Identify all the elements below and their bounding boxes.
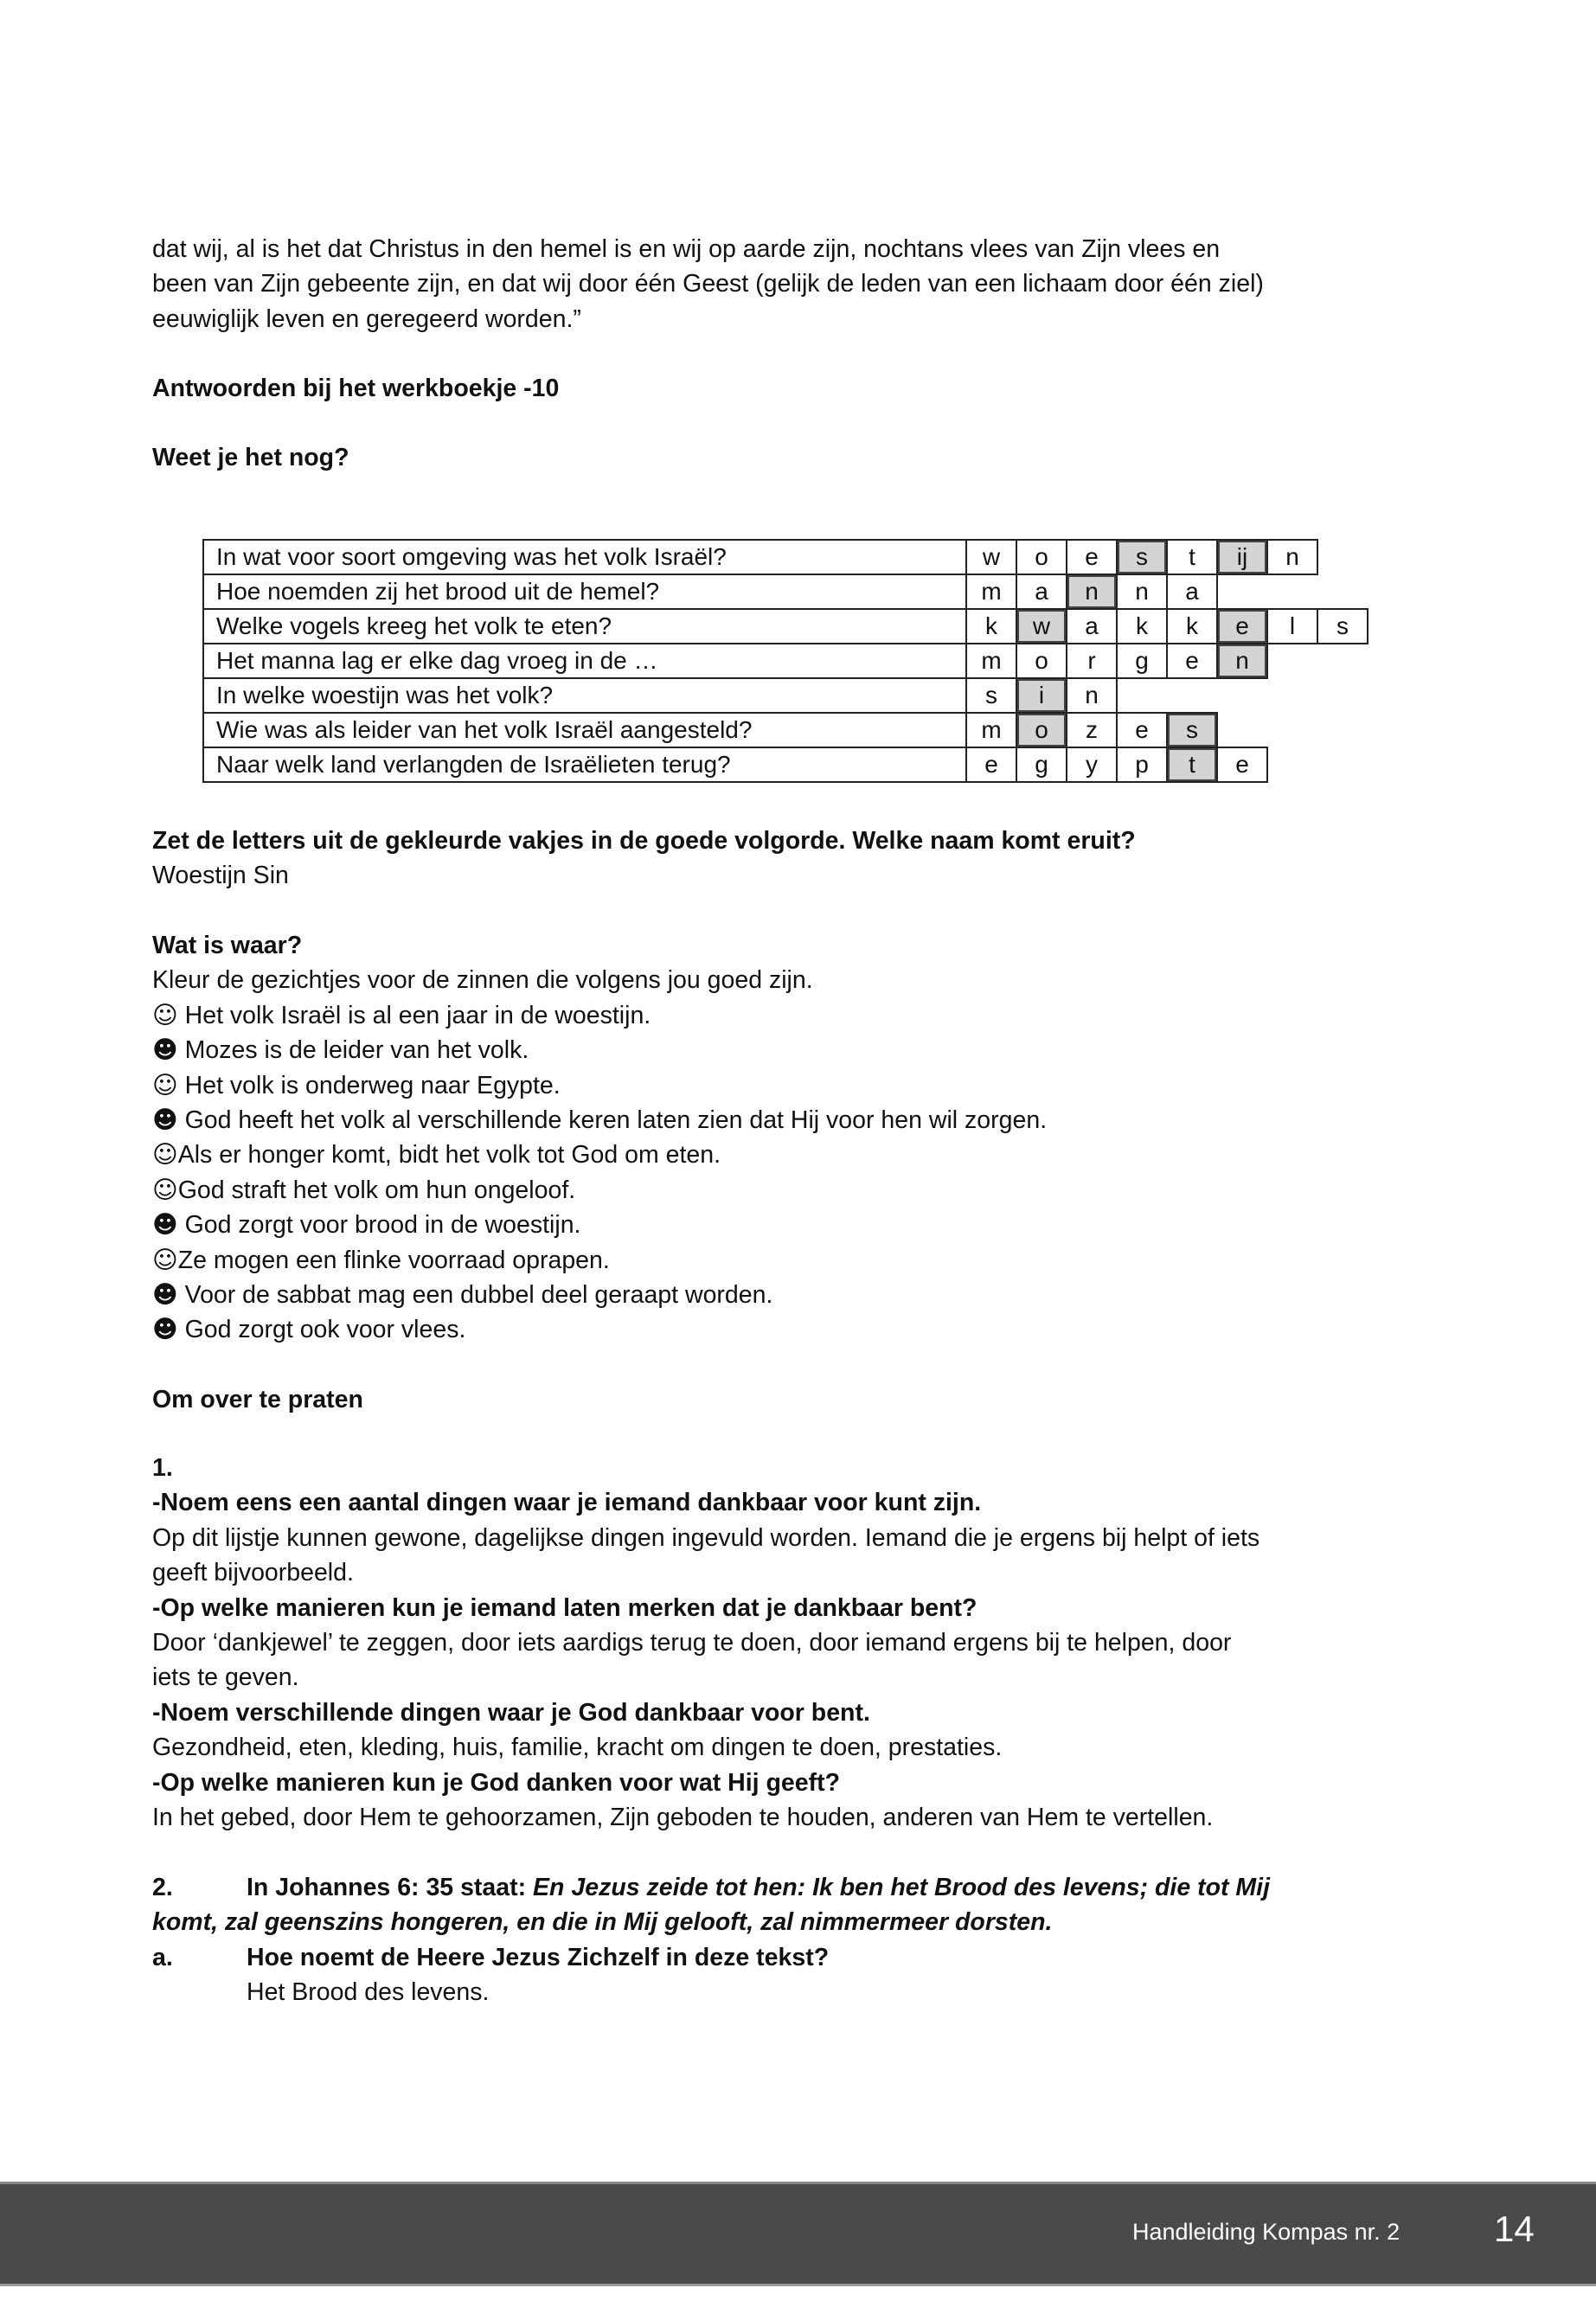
answers-heading: Antwoorden bij het werkboekje -10 xyxy=(152,375,560,402)
puzzle-cell-highlighted: t xyxy=(1167,747,1217,782)
puzzle-question: Zet de letters uit de gekleurde vakjes in de goede volgorde. Welke naam komt eruit? xyxy=(152,827,1136,855)
puzzle-cell: e xyxy=(1067,540,1117,574)
puzzle-empty xyxy=(1167,678,1217,713)
puzzle-cell: t xyxy=(1167,540,1217,574)
puzzle-cell: g xyxy=(1016,747,1067,782)
puzzle-cell: w xyxy=(966,540,1016,574)
statement-item xyxy=(152,1138,1047,1172)
puzzle-clue: Het manna lag er elke dag vroeg in de … xyxy=(203,644,966,678)
sub-answer: Het Brood des levens. xyxy=(247,1978,490,2007)
puzzle-empty xyxy=(1217,678,1267,713)
question-1-lines xyxy=(152,1485,1259,1835)
puzzle-cell: r xyxy=(1067,644,1117,678)
discussion-answer: Gezondheid, eten, kleding, huis, familie, kracht om dingen te doen, prestaties. xyxy=(152,1734,1003,1762)
statement-text: God straft het volk om hun ongeloof. xyxy=(177,1176,576,1204)
puzzle-cell-highlighted: ij xyxy=(1217,540,1267,574)
puzzle-row xyxy=(203,747,1368,782)
puzzle-row xyxy=(203,574,1368,609)
puzzle-empty xyxy=(1267,644,1317,678)
puzzle-answer: Woestijn Sin xyxy=(152,862,289,890)
statement-text: God zorgt ook voor vlees. xyxy=(177,1316,466,1344)
bible-quote: En Jezus zeide tot hen: Ik ben het Brood des levens; die tot Mij xyxy=(533,1874,1270,1901)
puzzle-cell: p xyxy=(1117,747,1167,782)
puzzle-empty xyxy=(1267,574,1317,609)
puzzle-cell-highlighted: s xyxy=(1167,713,1217,747)
statement-text: God heeft het volk al verschillende keren laten zien dat Hij voor hen wil zorgen. xyxy=(177,1106,1048,1134)
puzzle-cell-highlighted: i xyxy=(1016,678,1067,713)
statement-item xyxy=(152,1278,1047,1312)
bible-quote-cont: komt, zal geenszins hongeren, en die in Mij gelooft, zal nimmermeer dorsten. xyxy=(152,1908,1053,1937)
smiley-outline-icon[interactable]: ☺ xyxy=(152,1175,178,1204)
puzzle-question-block xyxy=(152,824,1136,894)
puzzle-row xyxy=(203,540,1368,574)
statement-text: Het volk Israël is al een jaar in de woestijn. xyxy=(177,1001,651,1029)
discussion-question: -Op welke manieren kun je iemand laten merken dat je dankbaar bent? xyxy=(152,1593,977,1622)
puzzle-empty xyxy=(1317,747,1368,782)
puzzle-empty xyxy=(1317,713,1368,747)
true-instruction: Kleur de gezichtjes voor de zinnen die volgens jou goed zijn. xyxy=(152,966,813,995)
statement-item xyxy=(152,1208,1047,1242)
puzzle-cell: g xyxy=(1117,644,1167,678)
smiley-filled-icon[interactable]: ☻ xyxy=(152,1279,178,1309)
puzzle-cell: k xyxy=(1117,609,1167,644)
smiley-filled-icon[interactable]: ☻ xyxy=(152,1035,178,1065)
puzzle-cell-highlighted: s xyxy=(1117,540,1167,574)
statement-text: God zorgt voor brood in de woestijn. xyxy=(177,1211,581,1240)
question-number: 1. xyxy=(152,1454,173,1482)
intro-line: been van Zijn gebeente zijn, en dat wij door één Geest (gelijk de leden van een lichaam door één ziel) xyxy=(152,270,1264,298)
sub-label: a. xyxy=(152,1943,173,1971)
discussion-answer: Door ‘dankjewel’ te zeggen, door iets aardigs terug te doen, door iemand ergens bij te helpen, door xyxy=(152,1628,1232,1657)
discussion-answer: geeft bijvoorbeeld. xyxy=(152,1559,354,1587)
puzzle-clue: Naar welk land verlangden de Israëlieten terug? xyxy=(203,747,966,782)
sub-question: Hoe noemt de Heere Jezus Zichzelf in deze tekst? xyxy=(247,1943,830,1971)
discussion-question: -Op welke manieren kun je God danken voor wat Hij geeft? xyxy=(152,1768,840,1797)
puzzle-empty xyxy=(1217,574,1267,609)
puzzle-empty xyxy=(1317,574,1368,609)
puzzle-cell-highlighted: o xyxy=(1016,713,1067,747)
footer-title: Handleiding Kompas nr. 2 xyxy=(1132,2219,1401,2245)
smiley-filled-icon[interactable]: ☻ xyxy=(152,1315,178,1344)
statement-item xyxy=(152,1033,1047,1067)
puzzle-cell: m xyxy=(966,574,1016,609)
puzzle-cell: y xyxy=(1067,747,1117,782)
intro-line: eeuwiglijk leven en geregeerd worden.” xyxy=(152,304,581,333)
statement-item xyxy=(152,1103,1047,1138)
puzzle-empty xyxy=(1267,678,1317,713)
statement-item xyxy=(152,1068,1047,1103)
puzzle-cell: m xyxy=(966,713,1016,747)
puzzle-cell: m xyxy=(966,644,1016,678)
statement-item xyxy=(152,1243,1047,1278)
puzzle-row xyxy=(203,644,1368,678)
puzzle-cell-highlighted: w xyxy=(1016,609,1067,644)
puzzle-row xyxy=(203,609,1368,644)
question-number: 2. xyxy=(152,1874,173,1901)
puzzle-row xyxy=(203,713,1368,747)
puzzle-empty xyxy=(1217,713,1267,747)
puzzle-clue: Wie was als leider van het volk Israël aangesteld? xyxy=(203,713,966,747)
puzzle-cell-highlighted: e xyxy=(1217,609,1267,644)
puzzle-cell: a xyxy=(1167,574,1217,609)
puzzle-cell: a xyxy=(1016,574,1067,609)
puzzle-empty xyxy=(1267,747,1317,782)
question-2 xyxy=(152,1870,1270,2010)
puzzle-cell: l xyxy=(1267,609,1317,644)
puzzle-cell: o xyxy=(1016,540,1067,574)
word-puzzle-table xyxy=(202,539,1368,783)
statement-text: Het volk is onderweg naar Egypte. xyxy=(177,1071,561,1099)
true-false-section xyxy=(152,928,1047,1348)
discussion-question: -Noem verschillende dingen waar je God dankbaar voor bent. xyxy=(152,1698,870,1727)
puzzle-cell: a xyxy=(1067,609,1117,644)
puzzle-cell: e xyxy=(1217,747,1267,782)
puzzle-cell: s xyxy=(1317,609,1368,644)
puzzle-cell: k xyxy=(1167,609,1217,644)
statement-item xyxy=(152,998,1047,1033)
puzzle-cell-highlighted: n xyxy=(1067,574,1117,609)
puzzle-cell: n xyxy=(1117,574,1167,609)
puzzle-empty xyxy=(1317,678,1368,713)
intro-paragraph xyxy=(152,232,1264,336)
footer-band xyxy=(0,2182,1596,2286)
puzzle-cell: z xyxy=(1067,713,1117,747)
smiley-outline-icon[interactable]: ☺ xyxy=(152,1140,178,1170)
puzzle-clue: In wat voor soort omgeving was het volk Israël? xyxy=(203,540,966,574)
smiley-outline-icon[interactable]: ☺ xyxy=(152,1070,178,1099)
page-number: 14 xyxy=(1494,2208,1535,2249)
statement-text: Mozes is de leider van het volk. xyxy=(177,1036,529,1065)
intro-line: dat wij, al is het dat Christus in den hemel is en wij op aarde zijn, nochtans vlees van Zijn vlees en xyxy=(152,235,1221,263)
smiley-filled-icon[interactable]: ☻ xyxy=(152,1105,178,1134)
puzzle-cell: k xyxy=(966,609,1016,644)
statement-item xyxy=(152,1312,1047,1347)
puzzle-row xyxy=(203,678,1368,713)
puzzle-cell: e xyxy=(1167,644,1217,678)
puzzle-clue: Welke vogels kreeg het volk te eten? xyxy=(203,609,966,644)
puzzle-cell-highlighted: n xyxy=(1217,644,1267,678)
statement-item xyxy=(152,1173,1047,1208)
puzzle-empty xyxy=(1267,713,1317,747)
puzzle-empty xyxy=(1117,678,1167,713)
smiley-outline-icon[interactable]: ☺ xyxy=(152,1000,178,1029)
puzzle-empty xyxy=(1317,644,1368,678)
smiley-filled-icon[interactable]: ☻ xyxy=(152,1210,178,1240)
statement-text: Ze mogen een flinke voorraad oprapen. xyxy=(177,1246,610,1274)
statement-list xyxy=(152,998,1047,1348)
discussion-answer: Op dit lijstje kunnen gewone, dagelijkse dingen ingevuld worden. Iemand die je ergens bij helpt of iets xyxy=(152,1523,1260,1552)
discussion-question: -Noem eens een aantal dingen waar je iemand dankbaar voor kunt zijn. xyxy=(152,1489,982,1517)
puzzle-cell: n xyxy=(1267,540,1317,574)
puzzle-cell: n xyxy=(1067,678,1117,713)
puzzle-clue: Hoe noemden zij het brood uit de hemel? xyxy=(203,574,966,609)
puzzle-cell: e xyxy=(966,747,1016,782)
puzzle-clue: In welke woestijn was het volk? xyxy=(203,678,966,713)
true-heading: Wat is waar? xyxy=(152,932,303,959)
puzzle-empty xyxy=(1317,540,1368,574)
question-2-intro: In Johannes 6: 35 staat: xyxy=(247,1874,534,1901)
puzzle-cell: s xyxy=(966,678,1016,713)
discussion-answer: iets te geven. xyxy=(152,1663,299,1692)
statement-text: Voor de sabbat mag een dubbel deel geraapt worden. xyxy=(177,1280,773,1309)
discuss-heading: Om over te praten xyxy=(152,1386,363,1413)
statement-text: Als er honger komt, bidt het volk tot God om eten. xyxy=(177,1141,721,1170)
discussion-answer: In het gebed, door Hem te gehoorzamen, Zijn geboden te houden, anderen van Hem te vertellen. xyxy=(152,1803,1214,1831)
puzzle-cell: e xyxy=(1117,713,1167,747)
smiley-outline-icon[interactable]: ☺ xyxy=(152,1245,178,1274)
question-1 xyxy=(152,1451,1259,1835)
puzzle-cell: o xyxy=(1016,644,1067,678)
recall-heading: Weet je het nog? xyxy=(152,444,349,471)
